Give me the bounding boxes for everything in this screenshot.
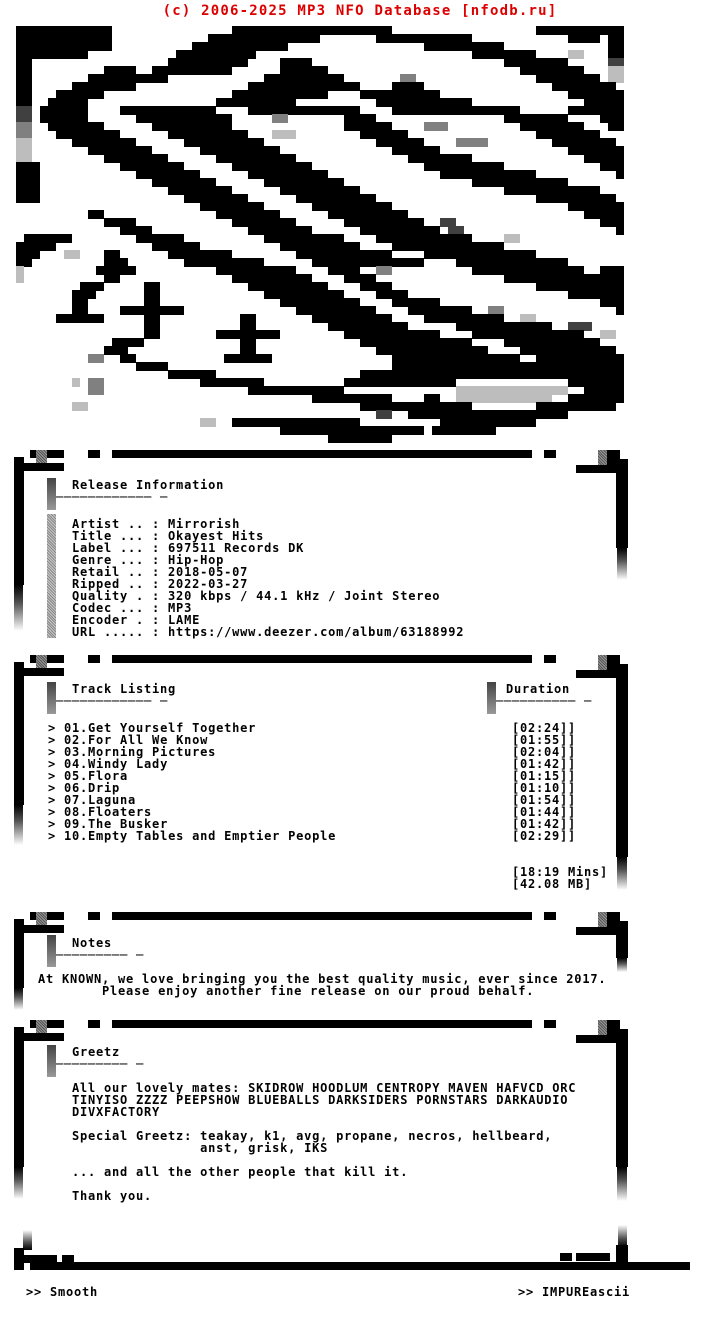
- header-shade-bar: [47, 682, 56, 714]
- track-row: > 02.For All We Know: [48, 733, 209, 747]
- track-duration: [01:15]]: [512, 769, 577, 783]
- track-duration: [02:29]]: [512, 829, 577, 843]
- track-duration: [02:04]]: [512, 745, 577, 759]
- logo-pixel-run: [376, 266, 392, 275]
- logo-pixel-run: [120, 354, 136, 363]
- logo-pixel-run: [72, 378, 80, 387]
- logo-pixel-run: [568, 50, 584, 59]
- greetz-line: Thank you.: [72, 1189, 153, 1203]
- greetz-line: DIVXFACTORY: [72, 1105, 161, 1119]
- greetz-line: ... and all the other people that kill it.: [72, 1165, 409, 1179]
- body-shade-bar: [47, 514, 56, 638]
- logo-pixel-run: [600, 330, 616, 339]
- logo-pixel-run: [432, 426, 496, 435]
- logo-pixel-run: [608, 122, 624, 131]
- release-field-line: URL ..... : https://www.deezer.com/album/63188992: [72, 625, 465, 639]
- footer-artist: >> IMPUREascii: [518, 1285, 631, 1299]
- release-field-line: Artist .. : Mirrorish: [72, 517, 241, 531]
- notes-line: At KNOWN, we love bringing you the best quality music, ever since 2017.: [38, 972, 607, 986]
- logo-ascii-art: [8, 26, 632, 442]
- logo-pixel-run: [616, 226, 624, 235]
- logo-pixel-run: [568, 34, 600, 43]
- logo-pixel-run: [104, 274, 120, 283]
- logo-pixel-run: [88, 386, 104, 395]
- greetz-line: TINYISO ZZZZ PEEPSHOW BLUEBALLS DARKSIDERS PORNSTARS DARKAUDIO: [72, 1093, 569, 1107]
- logo-pixel-run: [200, 418, 216, 427]
- track-row: > 01.Get Yourself Together: [48, 721, 257, 735]
- logo-pixel-run: [376, 410, 392, 419]
- logo-pixel-run: [144, 330, 160, 339]
- track-row: > 07.Laguna: [48, 793, 137, 807]
- greetz-line: anst, grisk, IKS: [72, 1141, 329, 1155]
- logo-pixel-run: [224, 354, 272, 363]
- section-underline: ──────────── ─: [56, 490, 169, 504]
- release-field-line: Encoder . : LAME: [72, 613, 201, 627]
- greetz-line: All our lovely mates: SKIDROW HOODLUM CENTROPY MAVEN HAFVCD ORC: [72, 1081, 577, 1095]
- release-field-line: Genre ... : Hip-Hop: [72, 553, 225, 567]
- logo-pixel-run: [32, 50, 88, 59]
- track-duration: [01:42]]: [512, 817, 577, 831]
- release-field-line: Label ... : 697511 Records DK: [72, 541, 305, 555]
- header-shade-bar: [47, 935, 56, 967]
- track-duration: [01:10]]: [512, 781, 577, 795]
- track-duration: [01:55]]: [512, 733, 577, 747]
- section-title-greetz: Greetz: [72, 1045, 121, 1059]
- logo-pixel-run: [344, 378, 456, 387]
- logo-pixel-run: [392, 106, 520, 115]
- track-duration: [01:44]]: [512, 805, 577, 819]
- release-field-line: Ripped .. : 2022-03-27: [72, 577, 249, 591]
- section-underline: ───────── ─: [56, 1057, 145, 1071]
- logo-pixel-run: [16, 274, 24, 283]
- track-row: > 08.Floaters: [48, 805, 153, 819]
- header-shade-bar: [487, 682, 496, 714]
- total-time: [18:19 Mins]: [512, 865, 609, 879]
- greetz-line: Special Greetz: teakay, k1, avg, propane, necros, hellbeard,: [72, 1129, 553, 1143]
- section-underline: ────────── ─: [496, 694, 593, 708]
- release-field-line: Codec ... : MP3: [72, 601, 193, 615]
- track-row: > 06.Drip: [48, 781, 121, 795]
- track-duration: [01:54]]: [512, 793, 577, 807]
- section-underline: ───────── ─: [56, 948, 145, 962]
- section-title-notes: Notes: [72, 936, 113, 950]
- release-field-line: Retail .. : 2018-05-07: [72, 565, 249, 579]
- section-title-duration: Duration: [506, 682, 571, 696]
- header-shade-bar: [47, 478, 56, 510]
- track-row: > 09.The Busker: [48, 817, 169, 831]
- section-title-tracks: Track Listing: [72, 682, 177, 696]
- footer-group: >> Smooth: [26, 1285, 99, 1299]
- total-size: [42.08 MB]: [512, 877, 593, 891]
- logo-pixel-run: [72, 402, 88, 411]
- header-shade-bar: [47, 1045, 56, 1077]
- track-row: > 10.Empty Tables and Emptier People: [48, 829, 337, 843]
- logo-pixel-run: [64, 250, 80, 259]
- logo-pixel-run: [424, 122, 448, 131]
- logo-pixel-run: [16, 194, 40, 203]
- copyright-line: (c) 2006-2025 MP3 NFO Database [nfodb.ru]: [162, 3, 558, 19]
- logo-pixel-run: [456, 138, 488, 147]
- track-row: > 04.Windy Lady: [48, 757, 169, 771]
- logo-pixel-run: [616, 170, 624, 179]
- logo-pixel-run: [616, 306, 624, 315]
- logo-pixel-run: [136, 362, 168, 371]
- notes-line: Please enjoy another fine release on our proud behalf.: [38, 984, 535, 998]
- release-field-line: Quality . : 320 kbps / 44.1 kHz / Joint Stereo: [72, 589, 441, 603]
- logo-pixel-run: [56, 314, 104, 323]
- logo-pixel-run: [88, 354, 104, 363]
- logo-pixel-run: [88, 210, 104, 219]
- logo-pixel-run: [328, 434, 392, 443]
- track-duration: [02:24]]: [512, 721, 577, 735]
- release-field-line: Title ... : Okayest Hits: [72, 529, 265, 543]
- logo-pixel-run: [272, 114, 288, 123]
- section-title-release: Release Information: [72, 478, 225, 492]
- track-row: > 05.Flora: [48, 769, 129, 783]
- logo-pixel-run: [504, 234, 520, 243]
- logo-tag: sM: [575, 81, 589, 94]
- track-row: > 03.Morning Pictures: [48, 745, 217, 759]
- track-duration: [01:42]]: [512, 757, 577, 771]
- section-underline: ──────────── ─: [56, 694, 169, 708]
- logo-pixel-run: [272, 130, 296, 139]
